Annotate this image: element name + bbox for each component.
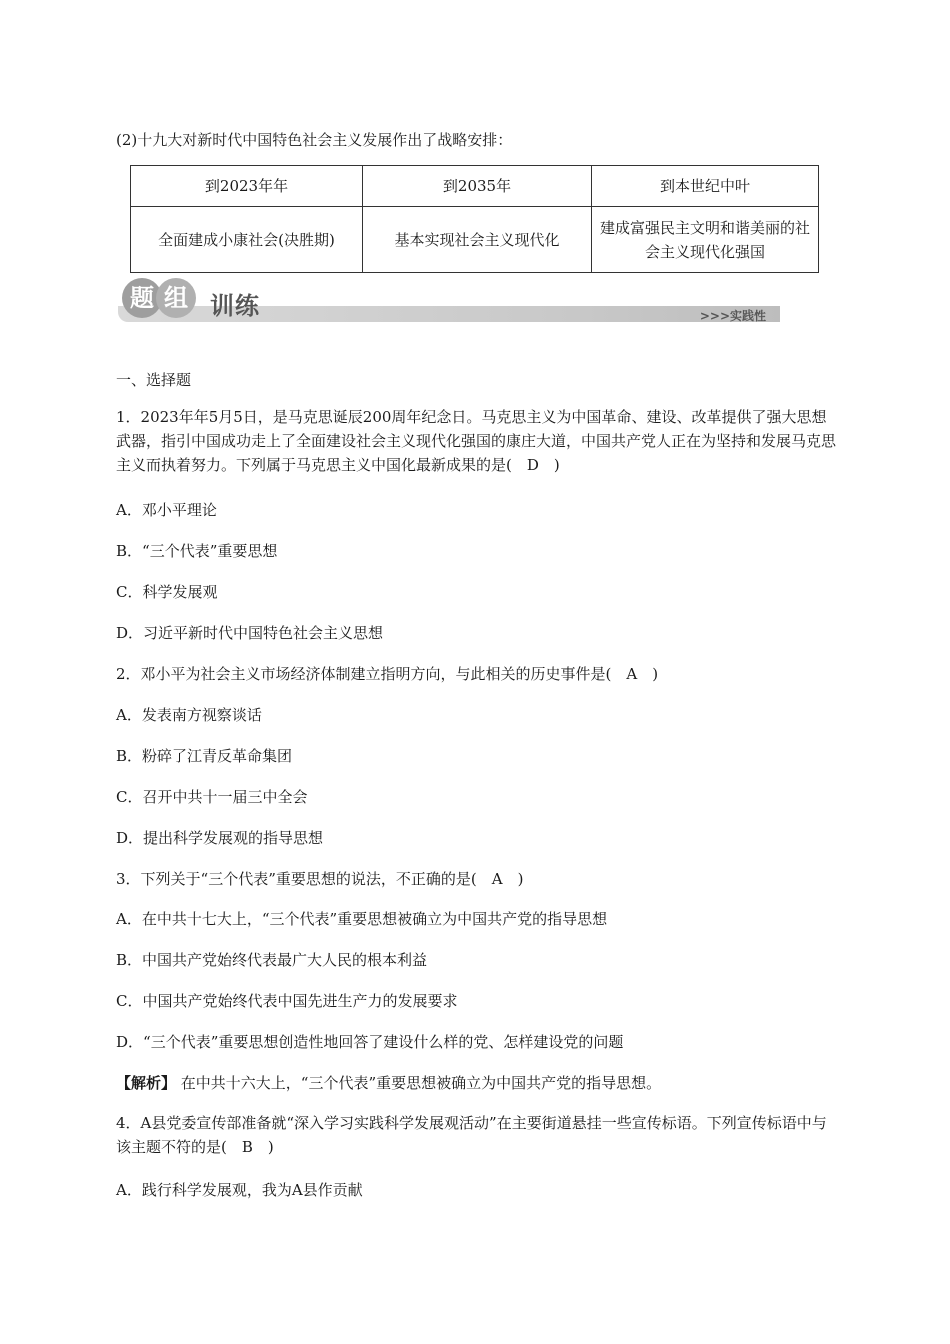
banner-char-2: 组	[156, 278, 196, 318]
question-4-stem: 4．A县党委宣传部准备就“深入学习实践科学发展观活动”在主要街道悬挂一些宣传标语。下列宣传标语中与该主题不符的是( B )	[116, 1114, 827, 1156]
question-3-option-d: D．“三个代表”重要思想创造性地回答了建设什么样的党、怎样建设党的问题	[116, 1033, 624, 1051]
question-3-option-b: B．中国共产党始终代表最广大人民的根本利益	[116, 951, 428, 969]
question-3-option-c: C．中国共产党始终代表中国先进生产力的发展要求	[116, 992, 458, 1010]
strategy-table	[130, 165, 819, 273]
intro-text: (2)十九大对新时代中国特色社会主义发展作出了战略安排：	[116, 131, 513, 149]
question-2-option-c: C．召开中共十一届三中全会	[116, 788, 308, 806]
question-1-option-b: B．“三个代表”重要思想	[116, 542, 278, 560]
question-3-analysis	[116, 1073, 661, 1093]
table-header-cell: 到本世纪中叶	[592, 166, 819, 207]
section-title: 一、选择题	[116, 371, 192, 389]
question-2-option-a: A．发表南方视察谈话	[116, 706, 262, 724]
table-header-cell: 到2035年	[363, 166, 592, 207]
question-2-option-d: D．提出科学发展观的指导思想	[116, 829, 324, 847]
banner-char-1: 题	[122, 278, 162, 318]
table-cell: 全面建成小康社会(决胜期)	[131, 207, 363, 273]
analysis-text: 在中共十六大上，“三个代表”重要思想被确立为中国共产党的指导思想。	[180, 1074, 662, 1092]
question-3-option-a: A．在中共十七大上，“三个代表”重要思想被确立为中国共产党的指导思想	[116, 910, 608, 928]
question-2-stem: 2．邓小平为社会主义市场经济体制建立指明方向，与此相关的历史事件是( A )	[116, 665, 659, 683]
banner-title: 训练	[210, 292, 260, 320]
table-header-row	[131, 166, 819, 207]
table-header-cell: 到2023年年	[131, 166, 363, 207]
question-3-stem: 3．下列关于“三个代表”重要思想的说法，不正确的是( A )	[116, 870, 524, 888]
question-1-option-a: A．邓小平理论	[116, 501, 217, 519]
question-4-option-a: A．践行科学发展观，我为A县作贡献	[116, 1181, 363, 1199]
section-banner	[118, 276, 780, 324]
question-2-option-b: B．粉碎了江青反革命集团	[116, 747, 293, 765]
table-cell: 基本实现社会主义现代化	[363, 207, 592, 273]
table-cell: 建成富强民主文明和谐美丽的社会主义现代化强国	[592, 207, 819, 273]
question-1-option-c: C．科学发展观	[116, 583, 218, 601]
question-1-option-d: D．习近平新时代中国特色社会主义思想	[116, 624, 384, 642]
analysis-label: 【解析】	[116, 1074, 177, 1092]
banner-tag: >>>实践性	[699, 309, 766, 323]
table-row	[131, 207, 819, 273]
question-1-stem: 1．2023年年5月5日，是马克思诞辰200周年纪念日。马克思主义为中国革命、建设、改革提供了强大思想武器，指引中国成功走上了全面建设社会主义现代化强国的康庄大道，中国共产党人正在为坚持和发展马克思主义而执着努力。下列属于马克思主义中国化最新成果的是( D )	[116, 408, 837, 474]
